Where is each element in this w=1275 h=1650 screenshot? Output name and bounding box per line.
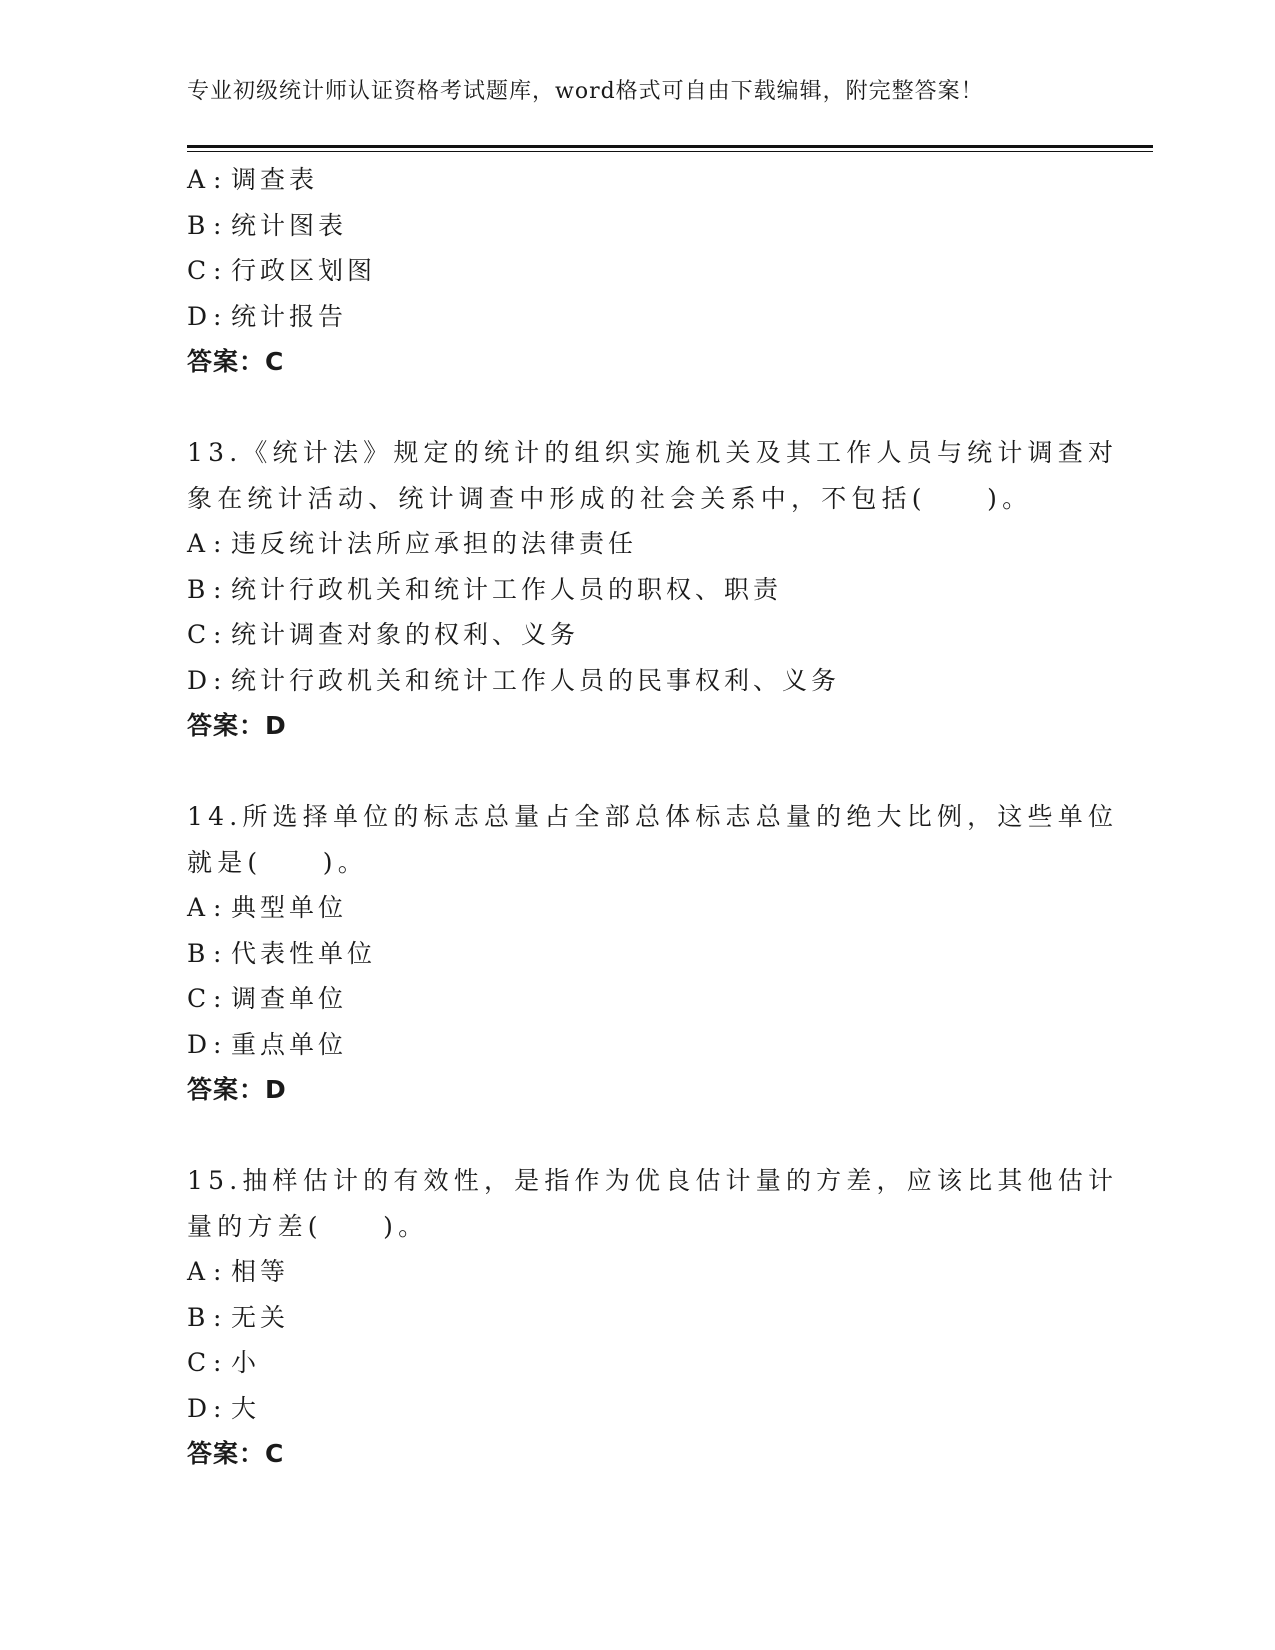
- header-rule-thin: [187, 151, 1153, 152]
- option-c: C : 行政区划图: [187, 256, 377, 285]
- option-a: A : 调查表: [187, 165, 319, 194]
- option-b: B : 代表性单位: [187, 938, 377, 968]
- question-14: [187, 794, 1119, 1113]
- option-c: C : 统计调查对象的权利、义务: [187, 620, 580, 649]
- answer-line: 答案：D: [187, 1075, 287, 1104]
- option-c: C : 小: [187, 1348, 261, 1377]
- option-a: A : 违反统计法所应承担的法律责任: [187, 529, 638, 558]
- answer-line: 答案：D: [187, 711, 287, 740]
- option-a: A : 典型单位: [187, 893, 348, 922]
- option-b: B : 无关: [187, 1302, 290, 1332]
- stem-line: 就是( )。: [187, 847, 368, 877]
- stem-line: 量的方差( )。: [187, 1211, 429, 1241]
- question-stem: [187, 430, 1119, 521]
- stem-line: 13.《统计法》规定的统计的组织实施机关及其工作人员与统计调查对: [187, 438, 1119, 467]
- option-a: A : 相等: [187, 1257, 290, 1286]
- question-15: [187, 1158, 1119, 1477]
- question-stem: [187, 794, 1119, 885]
- page-header: 专业初级统计师认证资格考试题库，word格式可自由下载编辑，附完整答案！: [187, 79, 984, 104]
- question-stem: [187, 1158, 1119, 1249]
- stem-line: 14.所选择单位的标志总量占全部总体标志总量的绝大比例，这些单位: [187, 802, 1119, 831]
- header-rule-thick: [187, 145, 1153, 148]
- document-body: [187, 157, 1119, 1477]
- question-13: [187, 430, 1119, 749]
- option-b: B : 统计行政机关和统计工作人员的职权、职责: [187, 574, 783, 604]
- option-d: D : 统计行政机关和统计工作人员的民事权利、义务: [187, 665, 841, 695]
- option-d: D : 重点单位: [187, 1029, 348, 1059]
- option-c: C : 调查单位: [187, 984, 348, 1013]
- option-d: D : 统计报告: [187, 301, 348, 331]
- answer-line: 答案：C: [187, 347, 285, 376]
- stem-line: 15.抽样估计的有效性，是指作为优良估计量的方差，应该比其他估计: [187, 1166, 1119, 1195]
- answer-line: 答案：C: [187, 1439, 285, 1468]
- question-12-tail: [187, 157, 1087, 385]
- option-b: B : 统计图表: [187, 210, 348, 240]
- option-d: D : 大: [187, 1393, 261, 1423]
- stem-line: 象在统计活动、统计调查中形成的社会关系中，不包括( )。: [187, 483, 1033, 513]
